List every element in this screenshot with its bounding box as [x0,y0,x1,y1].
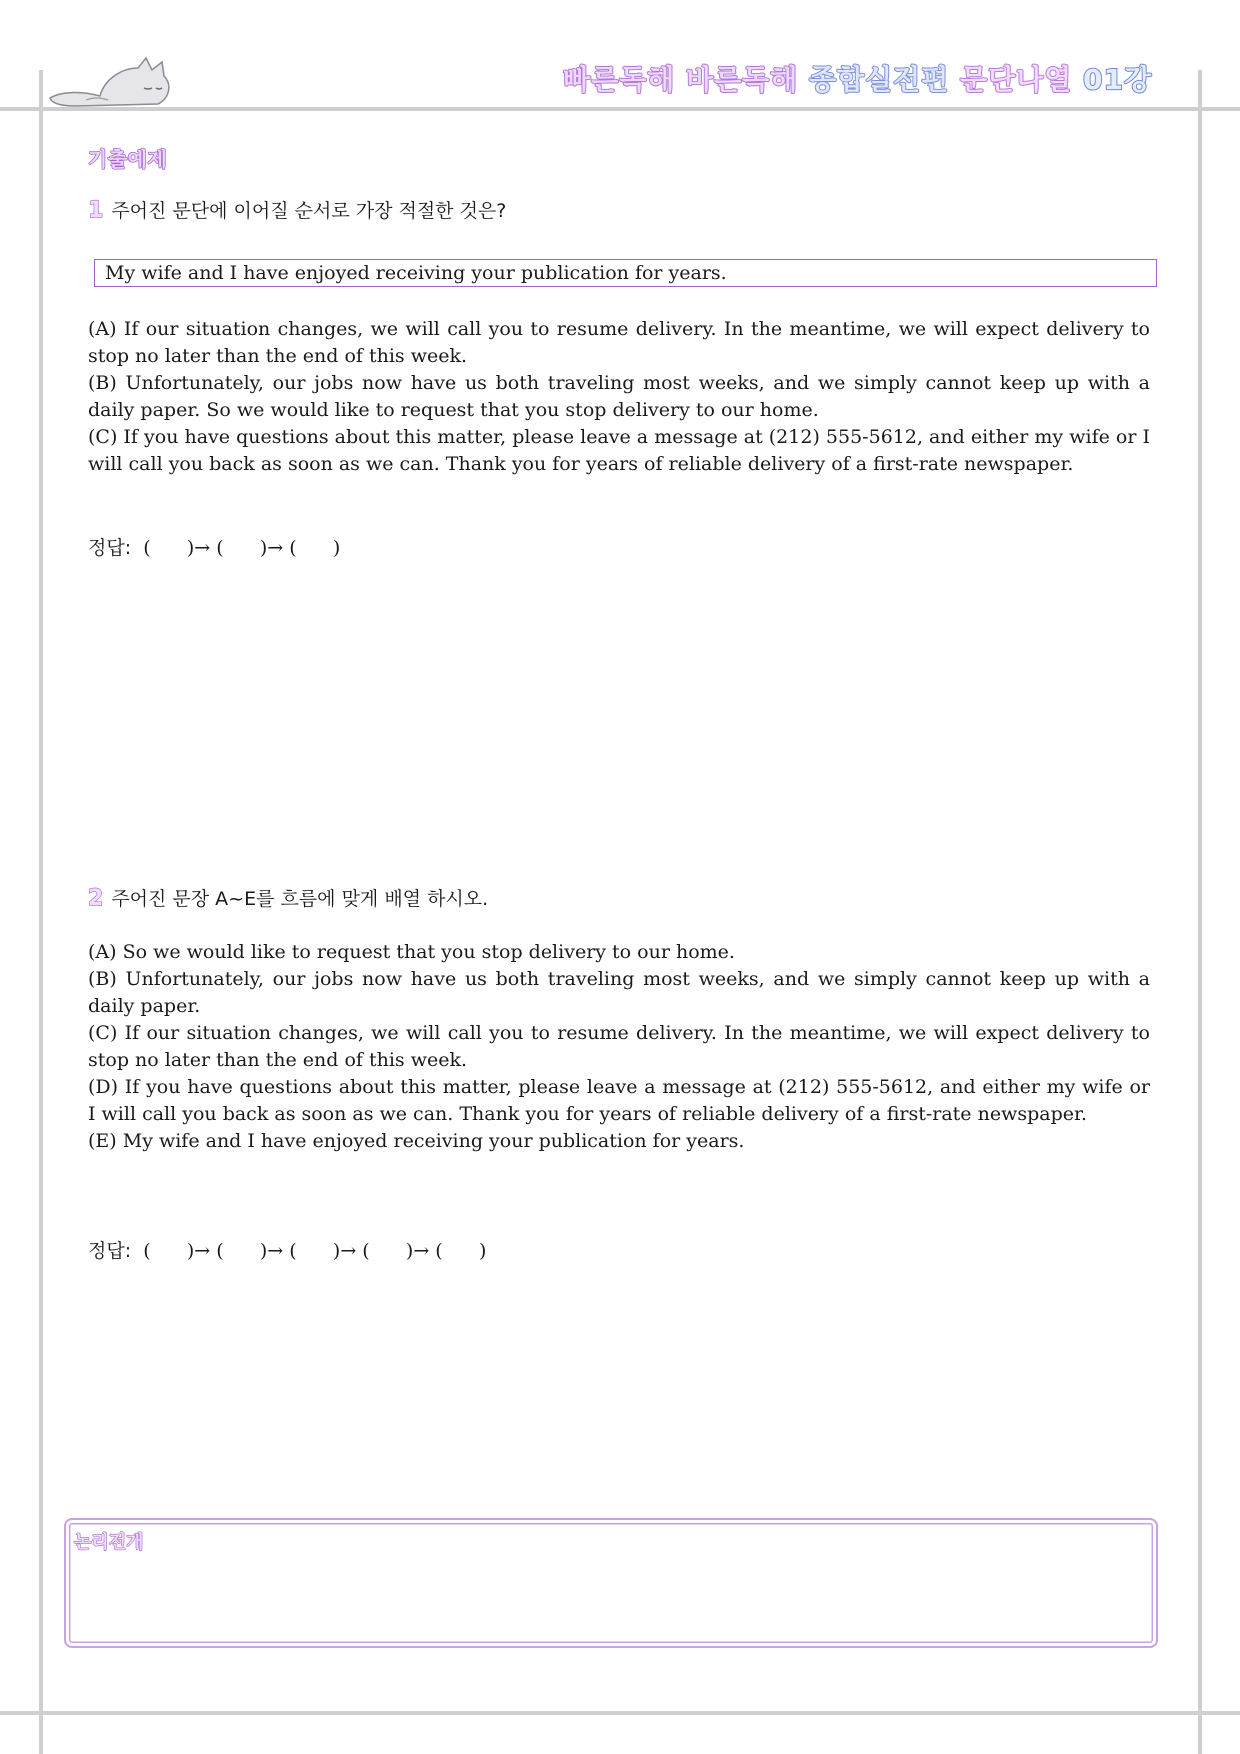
question-text: 주어진 문단에 이어질 순서로 가장 적절한 것은? [111,200,507,222]
question-2-sentences [88,939,1150,1155]
section-label: 기출예제 [88,147,168,171]
question-text: 주어진 문장 A~E를 흐름에 맞게 배열 하시오. [111,888,489,910]
sentence: (A) So we would like to request that you stop delivery to our home. [88,941,735,963]
question-number: 1 [88,198,104,223]
sleeping-cat-icon [46,50,186,110]
header-title-part: 01강 [1082,63,1152,96]
question-1-answer [88,533,340,560]
question-1-prompt [88,196,506,223]
header-title-part: 문단나열 [960,63,1073,96]
given-paragraph-box: My wife and I have enjoyed receiving your publication for years. [94,259,1157,287]
paragraph: (B) Unfortunately, our jobs now have us both traveling most weeks, and we simply cannot keep up with a daily paper. So we would like to request that you stop delivery to our home. [88,372,1150,421]
header-title-part: 바른독해 [686,63,799,96]
notes-label: 논리전개 [74,1532,144,1553]
paragraph: (A) If our situation changes, we will call you to resume delivery. In the meantime, we will expect delivery to stop no later than the end of this week. [88,318,1150,367]
logic-notes-box[interactable] [64,1518,1158,1648]
frame-top-line [0,107,1240,111]
sentence: (D) If you have questions about this matter, please leave a message at (212) 555-5612, and either my wife or I will call you back as soon as we can. Thank you for years of reliable delivery of a first-rate newspaper. [88,1076,1150,1125]
sentence: (B) Unfortunately, our jobs now have us both traveling most weeks, and we simply cannot keep up with a daily paper. [88,968,1150,1017]
question-1-passage [88,316,1150,478]
header-title [563,58,1152,98]
question-2-answer [88,1236,486,1263]
paragraph: (C) If you have questions about this matter, please leave a message at (212) 555-5612, and either my wife or I will call you back as soon as we can. Thank you for years of reliable delivery of a first-rate newspaper. [88,426,1150,475]
header-title-part: 빠른독해 [563,63,676,96]
question-number: 2 [88,886,104,911]
frame-right-line [1198,70,1202,1754]
sentence: (E) My wife and I have enjoyed receiving your publication for years. [88,1130,745,1152]
frame-left-line [39,70,43,1754]
header-title-part: 종합실전편 [809,63,950,96]
answer-label: 정답: [88,537,132,559]
answer-blanks: ( )→ ( )→ ( )→ ( )→ ( ) [143,1240,487,1262]
answer-blanks: ( )→ ( )→ ( ) [143,537,341,559]
question-2-prompt [88,884,488,911]
frame-bottom-line [0,1711,1240,1715]
answer-label: 정답: [88,1240,132,1262]
sentence: (C) If our situation changes, we will call you to resume delivery. In the meantime, we will expect delivery to stop no later than the end of this week. [88,1022,1150,1071]
